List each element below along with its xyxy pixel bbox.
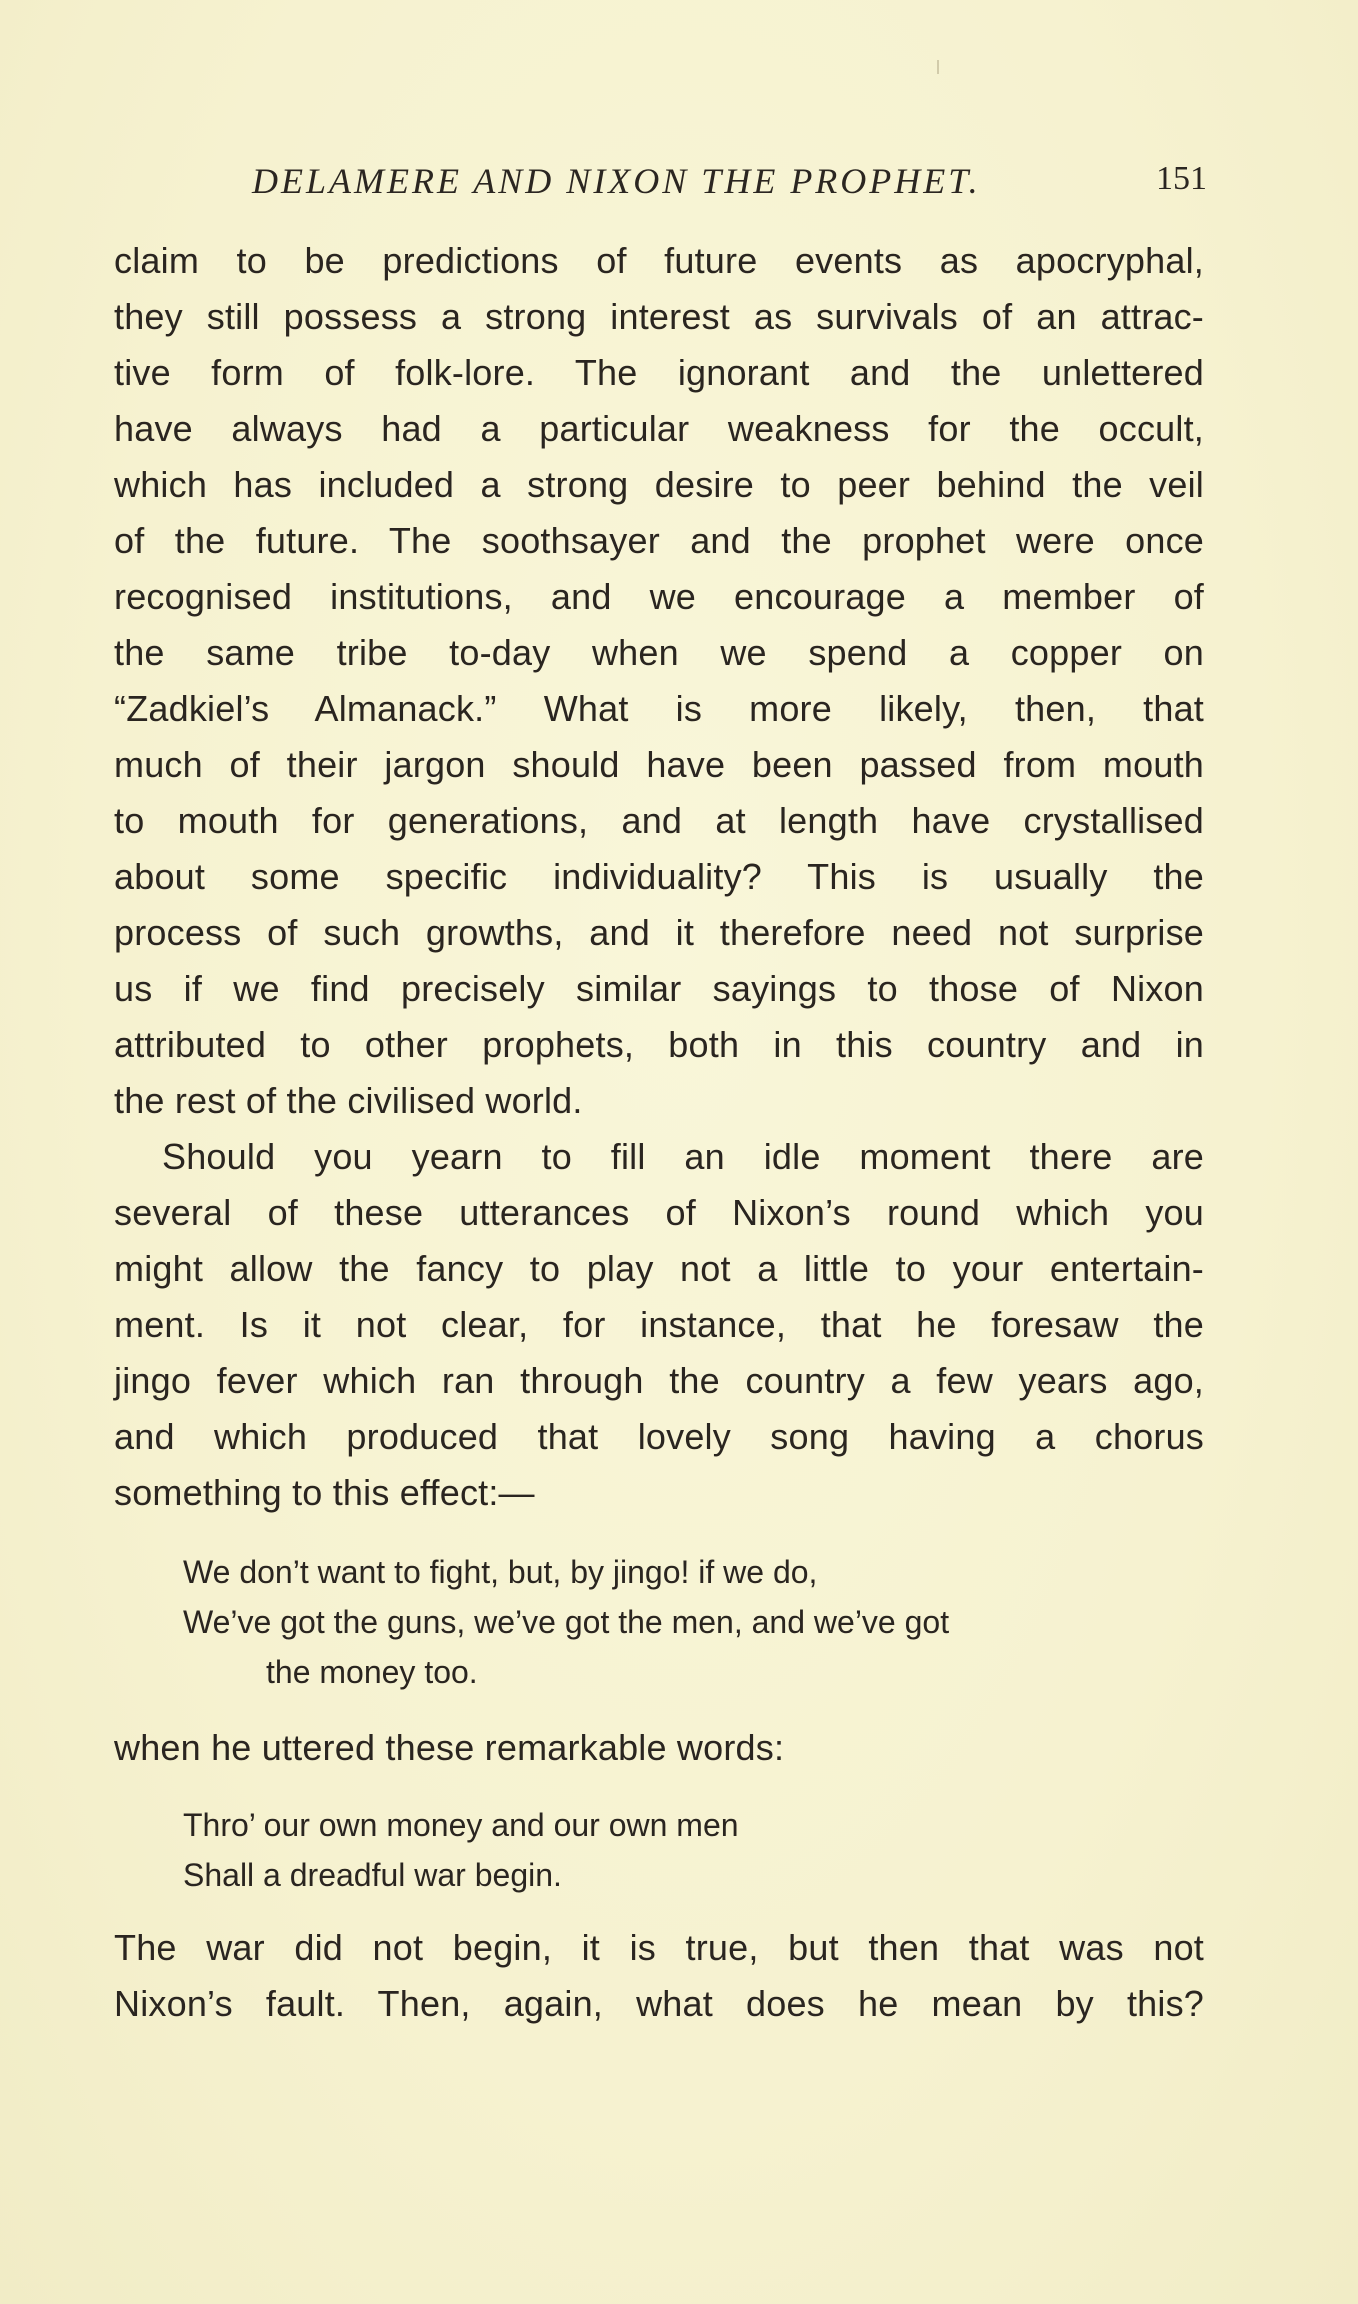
text-line: when he uttered these remarkable words: [114,1727,785,1768]
text-line: “Zadkiel’s Almanack.” What is more likely, then, that [114,688,1204,729]
verse-quotation-1 [183,1547,1163,1697]
text-line: attributed to other prophets, both in this country and in [114,1024,1204,1065]
paragraph-2 [114,1129,1204,1521]
bridge-paragraph [114,1720,1204,1776]
page-blemish [937,60,939,74]
text-line: and which produced that lovely song having a chorus [114,1416,1204,1457]
text-line: have always had a particular weakness for the occult, [114,408,1204,449]
text-line: jingo fever which ran through the country a few years ago, [114,1360,1204,1401]
verse-line: Thro’ our own money and our own men [183,1807,739,1843]
text-line: claim to be predictions of future events as apocryphal, [114,240,1204,281]
text-line: ment. Is it not clear, for instance, that he foresaw the [114,1304,1204,1345]
page-number: 151 [1156,160,1207,197]
verse-line: Shall a dreadful war begin. [183,1857,562,1893]
text-line: which has included a strong desire to peer behind the veil [114,464,1204,505]
text-line: something to this effect:— [114,1472,535,1513]
verse-line: the money too. [266,1654,478,1690]
running-title: DELAMERE AND NIXON THE PROPHET. [252,161,981,201]
text-line: us if we find precisely similar sayings to those of Nixon [114,968,1204,1009]
text-line: Should you yearn to fill an idle moment there are [162,1136,1204,1177]
text-line: several of these utterances of Nixon’s round which you [114,1192,1204,1233]
text-line: process of such growths, and it therefore need not surprise [114,912,1204,953]
text-line: much of their jargon should have been passed from mouth [114,744,1204,785]
text-line: recognised institutions, and we encourage a member of [114,576,1204,617]
text-line: the same tribe to-day when we spend a copper on [114,632,1204,673]
paragraph-1 [114,233,1204,1129]
text-line: to mouth for generations, and at length have crystallised [114,800,1204,841]
body-text [114,233,1204,1521]
text-line: the rest of the civilised world. [114,1080,583,1121]
paragraph-3 [114,1920,1204,2032]
verse-line: We’ve got the guns, we’ve got the men, and we’ve got [183,1604,950,1640]
running-head [252,160,1207,208]
text-line: might allow the fancy to play not a little to your entertain- [114,1248,1204,1289]
text-line: about some specific individuality? This is usually the [114,856,1204,897]
text-line: they still possess a strong interest as survivals of an attrac- [114,296,1204,337]
text-line: of the future. The soothsayer and the prophet were once [114,520,1204,561]
verse-line: We don’t want to fight, but, by jingo! if we do, [183,1554,818,1590]
text-line: Nixon’s fault. Then, again, what does he mean by this? [114,1983,1204,2024]
verse-quotation-2 [183,1800,1163,1900]
text-line: The war did not begin, it is true, but then that was not [114,1927,1204,1968]
text-line: tive form of folk-lore. The ignorant and the unlettered [114,352,1204,393]
